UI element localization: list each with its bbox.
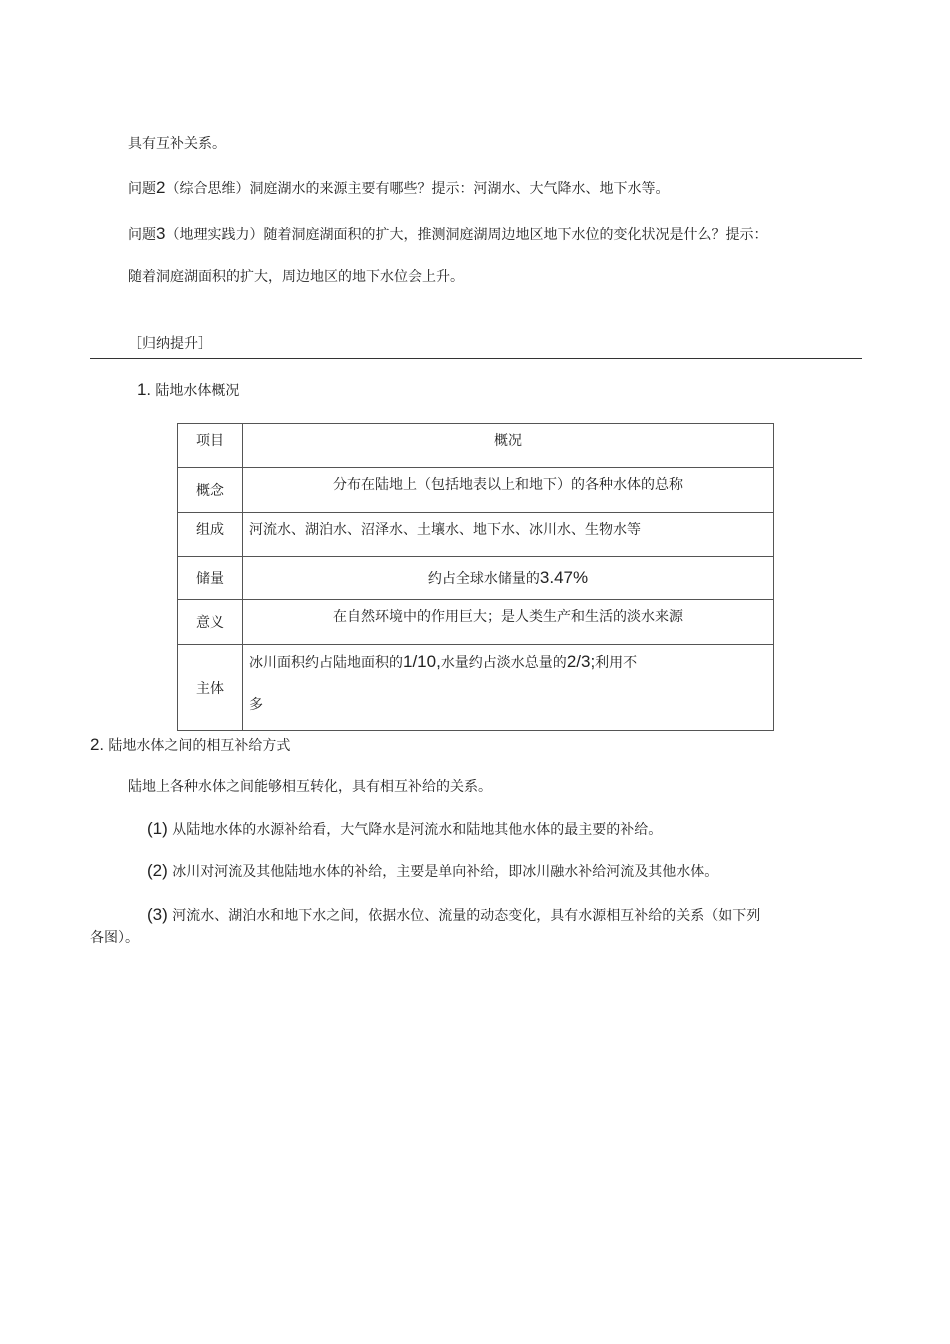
glacier-text-a: 冰川面积约占陆地面积的 bbox=[249, 655, 403, 671]
question-2-number: 2 bbox=[156, 178, 166, 197]
header-overview: 概况 bbox=[243, 424, 774, 468]
row-value bbox=[243, 557, 774, 600]
table-header-row bbox=[178, 424, 774, 468]
glacier-line-1 bbox=[249, 651, 767, 674]
storage-percent: 3.47% bbox=[539, 568, 589, 587]
table-row bbox=[178, 513, 774, 557]
row-value: 河流水、湖泊水、沼泽水、土壤水、地下水、冰川水、生物水等 bbox=[243, 513, 774, 557]
glacier-line-2: 多 bbox=[249, 697, 263, 713]
section-divider bbox=[90, 358, 862, 359]
question-3-continuation: 随着洞庭湖面积的扩大，周边地区的地下水位会上升。 bbox=[128, 269, 464, 285]
glacier-fraction-area: 1/10, bbox=[403, 652, 441, 671]
question-3-number: 3 bbox=[156, 224, 166, 243]
section-1-number: 1 bbox=[137, 380, 147, 399]
list-item bbox=[147, 905, 760, 926]
row-key: 组成 bbox=[178, 513, 243, 557]
table-row bbox=[178, 557, 774, 600]
section-2-title: . 陆地水体之间的相互补给方式 bbox=[99, 738, 291, 754]
water-overview-table bbox=[177, 423, 774, 731]
section-2-number: 2 bbox=[90, 735, 100, 754]
list-item-text: 从陆地水体的水源补给看，大气降水是河流水和陆地其他水体的最主要的补给。 bbox=[172, 822, 663, 838]
question-2-prefix: 问题 bbox=[128, 181, 156, 197]
row-key: 概念 bbox=[178, 468, 243, 513]
table-row bbox=[178, 600, 774, 645]
question-3-text: （地理实践力）随着洞庭湖面积的扩大，推测洞庭湖周边地区地下水位的变化状况是什么？提示： bbox=[165, 227, 768, 243]
summary-heading: ［归纳提升］ bbox=[128, 336, 212, 352]
question-3-prefix: 问题 bbox=[128, 227, 156, 243]
section-2-heading bbox=[90, 735, 290, 756]
glacier-fraction-water: 2/3; bbox=[566, 652, 596, 671]
storage-text: 约占全球水储量的 bbox=[427, 571, 540, 587]
question-2-text: （综合思维）洞庭湖水的来源主要有哪些？提示：河湖水、大气降水、地下水等。 bbox=[165, 181, 670, 197]
row-value: 在自然环境中的作用巨大；是人类生产和生活的淡水来源 bbox=[243, 600, 774, 645]
list-item-number: (2) bbox=[147, 861, 168, 880]
row-key: 主体 bbox=[178, 645, 243, 731]
list-item bbox=[147, 861, 718, 882]
row-key: 意义 bbox=[178, 600, 243, 645]
section-1-title: . 陆地水体概况 bbox=[146, 383, 240, 399]
glacier-text-b: 水量约占淡水总量的 bbox=[440, 655, 567, 671]
row-key: 储量 bbox=[178, 557, 243, 600]
list-item bbox=[147, 819, 662, 840]
list-item-continuation: 各图）。 bbox=[90, 930, 139, 946]
intro-line: 具有互补关系。 bbox=[128, 136, 226, 152]
row-value: 分布在陆地上（包括地表以上和地下）的各种水体的总称 bbox=[243, 468, 774, 513]
row-value bbox=[243, 645, 774, 731]
section-2-intro: 陆地上各种水体之间能够相互转化，具有相互补给的关系。 bbox=[128, 779, 492, 795]
glacier-text-c: 利用不 bbox=[595, 655, 638, 671]
list-item-number: (1) bbox=[147, 819, 168, 838]
list-item-text: 冰川对河流及其他陆地水体的补给，主要是单向补给，即冰川融水补给河流及其他水体。 bbox=[172, 864, 719, 880]
list-item-text: 河流水、湖泊水和地下水之间，依据水位、流量的动态变化，具有水源相互补给的关系（如下列 bbox=[172, 908, 761, 924]
question-3 bbox=[128, 224, 767, 245]
header-item: 项目 bbox=[178, 424, 243, 468]
table-row bbox=[178, 468, 774, 513]
table-row bbox=[178, 645, 774, 731]
section-1-heading bbox=[137, 380, 239, 401]
list-item-number: (3) bbox=[147, 905, 168, 924]
question-2 bbox=[128, 178, 669, 199]
